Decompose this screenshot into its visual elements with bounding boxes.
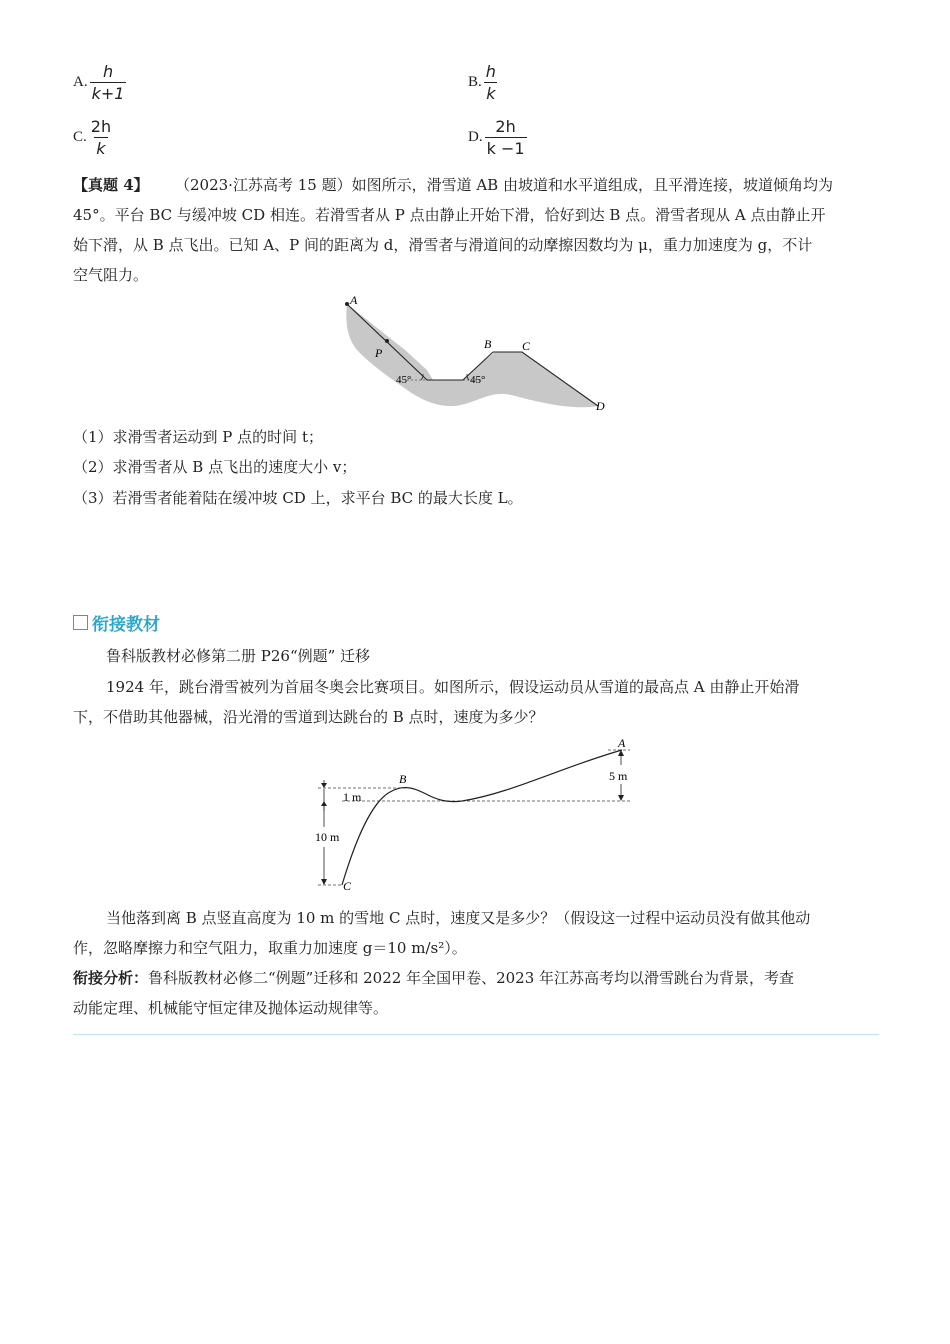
option-d-fraction <box>485 117 527 158</box>
section-title: 衔接教材 <box>92 615 160 635</box>
label-p: P <box>375 346 383 360</box>
option-c-denominator: k <box>96 139 106 158</box>
label-c: C <box>343 879 352 893</box>
option-a-denominator: k+1 <box>91 84 125 103</box>
question-2: （2）求滑雪者从 B 点飞出的速度大小 v； <box>73 458 357 476</box>
point-p <box>385 339 389 343</box>
section-para1-line2: 下，不借助其他器械，沿光滑的雪道到达跳台的 B 点时，速度为多少？ <box>73 708 544 726</box>
terrain-fill <box>346 304 598 407</box>
analysis-label: 衔接分析： <box>73 969 149 987</box>
section-heading <box>73 610 160 635</box>
option-c-label: C. <box>73 129 87 145</box>
arrow-10m-bottom <box>321 879 327 885</box>
arrow-1m-top <box>321 783 327 788</box>
option-d-numerator: 2h <box>495 117 516 136</box>
option-d-denominator: k −1 <box>486 139 525 158</box>
label-10m: 10 m <box>315 830 340 844</box>
option-b <box>468 62 498 103</box>
problem-intro-2: 45°。平台 BC 与缓冲坡 CD 相连。若滑雪者从 P 点由静止开始下滑，恰好到达 B 点。滑雪者现从 A 点由静止开 <box>73 206 826 224</box>
section-subtitle: 鲁科版教材必修第二册 P26“例题” 迁移 <box>106 647 371 665</box>
problem-source: （2023·江苏高考 15 题） <box>175 176 352 194</box>
option-b-label: B. <box>468 74 482 90</box>
question-1: （1）求滑雪者运动到 P 点的时间 t； <box>73 428 323 446</box>
section-divider <box>73 1034 879 1035</box>
problem-intro-3: 始下滑，从 B 点飞出。已知 A、P 间的距离为 d，滑雪者与滑道间的动摩擦因数均为 μ，重力加速度为 g，不计 <box>73 236 813 254</box>
option-b-fraction <box>484 62 498 103</box>
option-b-denominator: k <box>486 84 496 103</box>
option-a-numerator: h <box>102 62 114 81</box>
label-5m: 5 m <box>609 769 628 783</box>
section-para2-line1: 当他落到离 B 点竖直高度为 10 m 的雪地 C 点时，速度又是多少？（假设这一过程中运动员没有做其他动 <box>106 909 811 927</box>
label-a: A <box>350 293 358 307</box>
problem-tag <box>73 173 149 197</box>
section-para2-line2: 作，忽略摩擦力和空气阻力，取重力加速度 g＝10 m/s²）。 <box>73 939 467 957</box>
option-d-label: D. <box>468 129 483 145</box>
label-d: D <box>596 399 605 413</box>
option-b-numerator: h <box>485 62 496 81</box>
label-b: B <box>484 337 492 351</box>
analysis-text-1: 鲁科版教材必修二“例题”迁移和 2022 年全国甲卷、2023 年江苏高考均以滑雪跳台为背景，考查 <box>148 969 795 987</box>
label-c: C <box>522 339 531 353</box>
checkbox-icon <box>73 615 88 630</box>
point-a <box>345 302 349 306</box>
ski-jump-figure <box>312 735 637 895</box>
problem-source-line <box>175 173 833 197</box>
option-a-label: A. <box>73 74 88 90</box>
angle-label-2: 45° <box>470 374 486 386</box>
label-b: B <box>399 772 407 786</box>
option-a <box>73 62 126 103</box>
option-d <box>468 117 527 158</box>
problem-intro-4: 空气阻力。 <box>73 266 149 284</box>
angle-label-1: 45° <box>396 374 412 386</box>
analysis-line2: 动能定理、机械能守恒定律及抛体运动规律等。 <box>73 999 389 1017</box>
problem-intro-1: 如图所示，滑雪道 AB 由坡道和水平道组成，且平滑连接，坡道倾角均为 <box>351 176 833 194</box>
option-c <box>73 117 113 158</box>
analysis-line1 <box>73 966 794 990</box>
slope-line <box>342 750 622 885</box>
arrow-5m-bottom <box>618 795 624 801</box>
problem-tag-text: 【真题 4】 <box>73 176 149 194</box>
option-a-fraction <box>90 62 127 103</box>
option-c-fraction <box>89 117 113 158</box>
section-para1-line1: 1924 年，跳台滑雪被列为首届冬奥会比赛项目。如图所示，假设运动员从雪道的最高点 A 由静止开始滑 <box>106 678 800 696</box>
option-c-numerator: 2h <box>90 117 112 136</box>
ski-track-figure <box>335 292 625 414</box>
label-1m: 1 m <box>343 790 362 804</box>
question-3: （3）若滑雪者能着陆在缓冲坡 CD 上，求平台 BC 的最大长度 L。 <box>73 489 523 507</box>
label-a: A <box>618 736 626 750</box>
